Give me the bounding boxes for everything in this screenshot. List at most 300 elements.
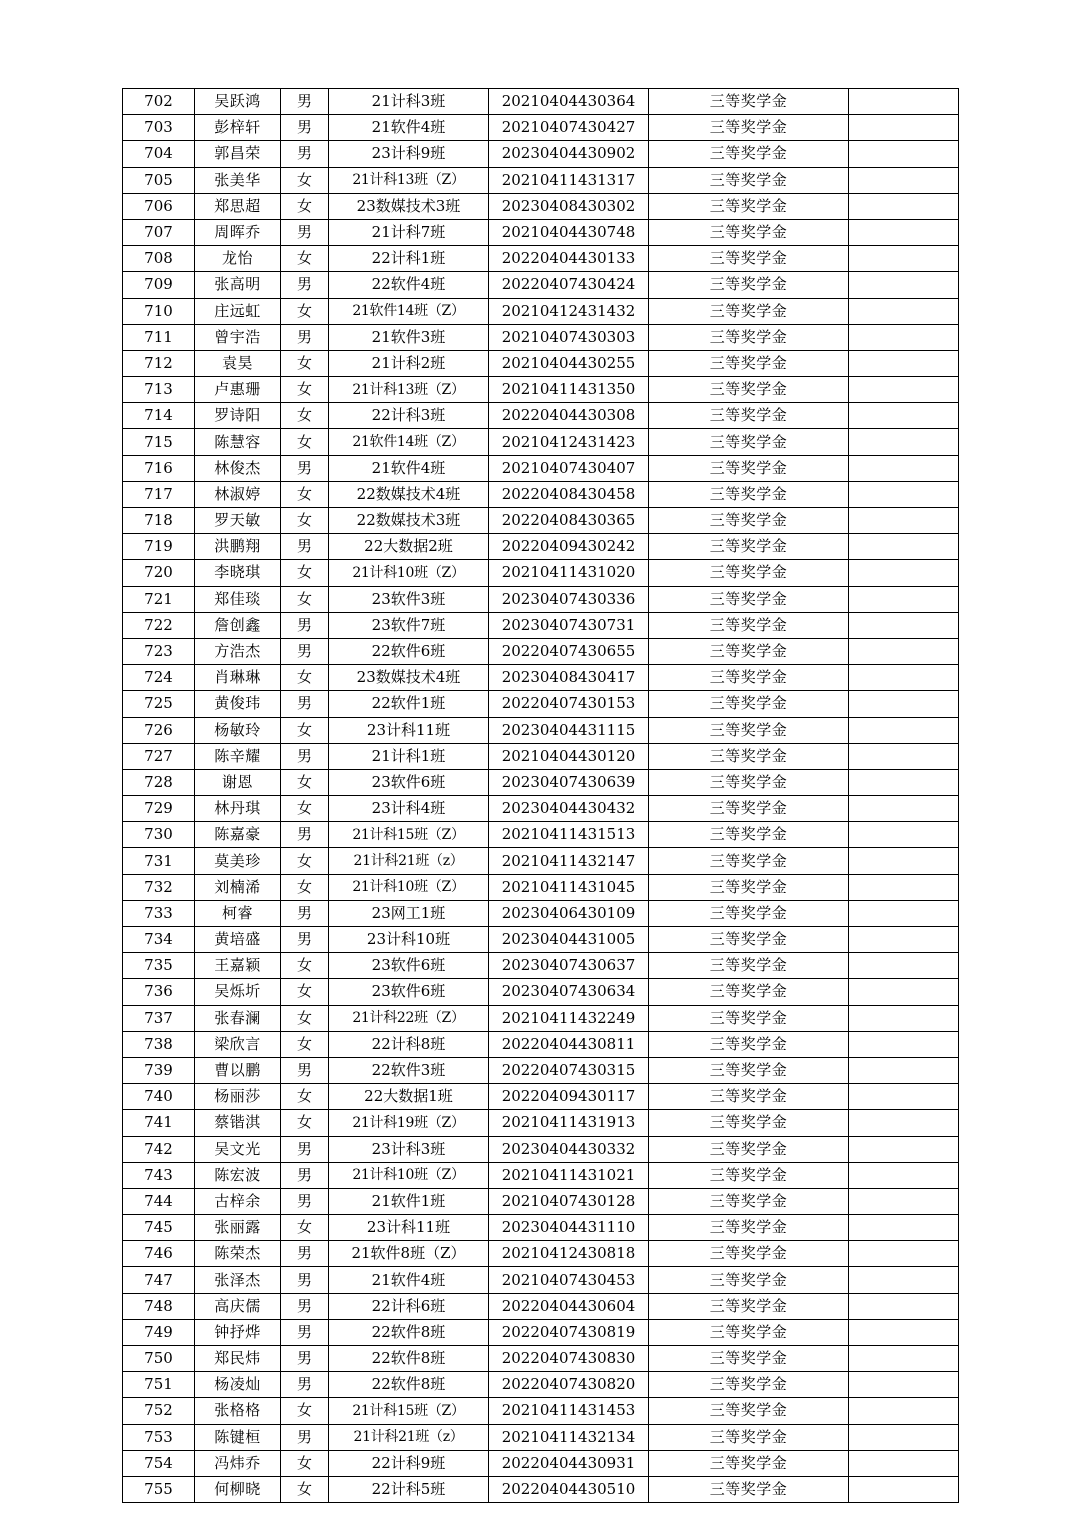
table-row: [123, 560, 959, 586]
cell-award-name: 三等奖学金: [649, 298, 849, 324]
cell-student-id: 20230404431115: [489, 717, 649, 743]
cell-student-id: 20210411431913: [489, 1110, 649, 1136]
cell-remark: [849, 508, 959, 534]
scholarship-table: [122, 88, 959, 1503]
cell-student-id: 20210407430453: [489, 1267, 649, 1293]
cell-student-id: 20210411431513: [489, 822, 649, 848]
cell-class: 22大数据1班: [329, 1084, 489, 1110]
cell-gender: 男: [281, 1346, 329, 1372]
cell-remark: [849, 1372, 959, 1398]
cell-serial-number: 737: [123, 1005, 195, 1031]
cell-student-id: 20210404430364: [489, 89, 649, 115]
cell-student-id: 20230404430432: [489, 796, 649, 822]
cell-student-name: 蔡锴淇: [195, 1110, 281, 1136]
cell-award-name: 三等奖学金: [649, 691, 849, 717]
cell-award-name: 三等奖学金: [649, 743, 849, 769]
cell-award-name: 三等奖学金: [649, 1319, 849, 1345]
cell-remark: [849, 1450, 959, 1476]
cell-remark: [849, 219, 959, 245]
cell-gender: 男: [281, 822, 329, 848]
cell-gender: 男: [281, 534, 329, 560]
cell-remark: [849, 1241, 959, 1267]
cell-student-id: 20230408430302: [489, 193, 649, 219]
cell-student-id: 20210412431423: [489, 429, 649, 455]
cell-class: 22软件8班: [329, 1372, 489, 1398]
cell-class: 22计科8班: [329, 1031, 489, 1057]
cell-serial-number: 705: [123, 167, 195, 193]
cell-class: 23计科4班: [329, 796, 489, 822]
cell-gender: 女: [281, 796, 329, 822]
table-row: [123, 822, 959, 848]
cell-remark: [849, 848, 959, 874]
cell-remark: [849, 193, 959, 219]
cell-class: 21软件8班（Z）: [329, 1241, 489, 1267]
cell-student-id: 20210411431045: [489, 874, 649, 900]
cell-remark: [849, 743, 959, 769]
cell-class: 23计科9班: [329, 141, 489, 167]
table-row: [123, 455, 959, 481]
cell-class: 22软件4班: [329, 272, 489, 298]
cell-student-id: 20220409430242: [489, 534, 649, 560]
cell-gender: 男: [281, 612, 329, 638]
cell-student-name: 张春澜: [195, 1005, 281, 1031]
cell-remark: [849, 927, 959, 953]
cell-remark: [849, 141, 959, 167]
cell-gender: 女: [281, 979, 329, 1005]
cell-class: 23计科11班: [329, 717, 489, 743]
cell-student-name: 张丽露: [195, 1215, 281, 1241]
cell-remark: [849, 1398, 959, 1424]
cell-award-name: 三等奖学金: [649, 665, 849, 691]
cell-student-id: 20230407430637: [489, 953, 649, 979]
cell-gender: 男: [281, 1162, 329, 1188]
cell-serial-number: 729: [123, 796, 195, 822]
cell-serial-number: 718: [123, 508, 195, 534]
cell-student-name: 曾宇浩: [195, 324, 281, 350]
cell-gender: 男: [281, 1319, 329, 1345]
cell-remark: [849, 953, 959, 979]
cell-student-id: 20210411432249: [489, 1005, 649, 1031]
cell-student-id: 20210407430303: [489, 324, 649, 350]
cell-award-name: 三等奖学金: [649, 1267, 849, 1293]
cell-student-name: 陈键桓: [195, 1424, 281, 1450]
cell-student-id: 20210407430427: [489, 115, 649, 141]
cell-serial-number: 711: [123, 324, 195, 350]
cell-student-id: 20220404430510: [489, 1476, 649, 1502]
table-row: [123, 350, 959, 376]
cell-remark: [849, 1424, 959, 1450]
cell-award-name: 三等奖学金: [649, 272, 849, 298]
cell-student-id: 20230407430336: [489, 586, 649, 612]
cell-gender: 女: [281, 167, 329, 193]
cell-remark: [849, 1162, 959, 1188]
cell-award-name: 三等奖学金: [649, 1031, 849, 1057]
cell-serial-number: 725: [123, 691, 195, 717]
cell-remark: [849, 1476, 959, 1502]
cell-award-name: 三等奖学金: [649, 1424, 849, 1450]
cell-gender: 男: [281, 89, 329, 115]
table-row: [123, 979, 959, 1005]
cell-award-name: 三等奖学金: [649, 403, 849, 429]
cell-student-id: 20220404430931: [489, 1450, 649, 1476]
cell-student-id: 20210404430255: [489, 350, 649, 376]
cell-student-name: 罗天敏: [195, 508, 281, 534]
cell-remark: [849, 1346, 959, 1372]
cell-serial-number: 722: [123, 612, 195, 638]
cell-serial-number: 747: [123, 1267, 195, 1293]
cell-gender: 女: [281, 1110, 329, 1136]
cell-serial-number: 721: [123, 586, 195, 612]
cell-class: 22软件6班: [329, 638, 489, 664]
cell-award-name: 三等奖学金: [649, 900, 849, 926]
cell-student-name: 谢恩: [195, 769, 281, 795]
cell-gender: 女: [281, 508, 329, 534]
table-row: [123, 219, 959, 245]
cell-student-name: 曹以鹏: [195, 1057, 281, 1083]
cell-serial-number: 735: [123, 953, 195, 979]
cell-gender: 男: [281, 1267, 329, 1293]
cell-class: 21计科3班: [329, 89, 489, 115]
cell-student-name: 陈荣杰: [195, 1241, 281, 1267]
cell-remark: [849, 324, 959, 350]
cell-student-name: 张美华: [195, 167, 281, 193]
cell-award-name: 三等奖学金: [649, 874, 849, 900]
cell-class: 22软件8班: [329, 1346, 489, 1372]
cell-class: 22计科6班: [329, 1293, 489, 1319]
table-row: [123, 953, 959, 979]
cell-serial-number: 714: [123, 403, 195, 429]
cell-student-name: 林丹琪: [195, 796, 281, 822]
cell-remark: [849, 612, 959, 638]
cell-remark: [849, 822, 959, 848]
cell-class: 21计科2班: [329, 350, 489, 376]
cell-gender: 女: [281, 403, 329, 429]
cell-gender: 女: [281, 586, 329, 612]
cell-gender: 女: [281, 1215, 329, 1241]
cell-gender: 女: [281, 1084, 329, 1110]
cell-gender: 女: [281, 246, 329, 272]
scholarship-table-container: [122, 88, 958, 1503]
table-row: [123, 1267, 959, 1293]
cell-student-name: 郑佳琰: [195, 586, 281, 612]
cell-student-name: 高庆儒: [195, 1293, 281, 1319]
table-row: [123, 1241, 959, 1267]
cell-student-name: 何柳晓: [195, 1476, 281, 1502]
cell-student-id: 20210411431317: [489, 167, 649, 193]
cell-student-name: 陈辛耀: [195, 743, 281, 769]
cell-award-name: 三等奖学金: [649, 1136, 849, 1162]
table-row: [123, 324, 959, 350]
cell-class: 22软件3班: [329, 1057, 489, 1083]
cell-student-id: 20220407430819: [489, 1319, 649, 1345]
cell-student-name: 洪鹏翔: [195, 534, 281, 560]
cell-serial-number: 707: [123, 219, 195, 245]
cell-class: 21计科19班（Z）: [329, 1110, 489, 1136]
cell-student-name: 黄俊玮: [195, 691, 281, 717]
cell-student-name: 庄远虹: [195, 298, 281, 324]
cell-class: 23软件6班: [329, 979, 489, 1005]
cell-gender: 女: [281, 953, 329, 979]
cell-student-name: 莫美珍: [195, 848, 281, 874]
cell-gender: 男: [281, 1057, 329, 1083]
cell-award-name: 三等奖学金: [649, 1188, 849, 1214]
cell-award-name: 三等奖学金: [649, 481, 849, 507]
cell-student-id: 20230408430417: [489, 665, 649, 691]
cell-class: 21软件4班: [329, 455, 489, 481]
cell-student-id: 20210411431021: [489, 1162, 649, 1188]
cell-remark: [849, 586, 959, 612]
cell-serial-number: 741: [123, 1110, 195, 1136]
cell-gender: 女: [281, 1005, 329, 1031]
cell-class: 22大数据2班: [329, 534, 489, 560]
cell-gender: 男: [281, 1241, 329, 1267]
cell-award-name: 三等奖学金: [649, 979, 849, 1005]
cell-student-id: 20230407430634: [489, 979, 649, 1005]
cell-award-name: 三等奖学金: [649, 953, 849, 979]
cell-student-name: 郑思超: [195, 193, 281, 219]
cell-serial-number: 719: [123, 534, 195, 560]
table-row: [123, 1346, 959, 1372]
table-row: [123, 769, 959, 795]
cell-serial-number: 704: [123, 141, 195, 167]
cell-serial-number: 740: [123, 1084, 195, 1110]
cell-serial-number: 703: [123, 115, 195, 141]
cell-class: 21计科10班（Z）: [329, 560, 489, 586]
table-row: [123, 377, 959, 403]
cell-student-id: 20220407430153: [489, 691, 649, 717]
cell-award-name: 三等奖学金: [649, 1450, 849, 1476]
cell-student-id: 20230407430731: [489, 612, 649, 638]
cell-remark: [849, 455, 959, 481]
cell-student-name: 吴文光: [195, 1136, 281, 1162]
table-row: [123, 246, 959, 272]
cell-student-name: 张高明: [195, 272, 281, 298]
cell-student-name: 杨凌灿: [195, 1372, 281, 1398]
cell-gender: 女: [281, 298, 329, 324]
cell-award-name: 三等奖学金: [649, 89, 849, 115]
cell-serial-number: 717: [123, 481, 195, 507]
cell-class: 23计科11班: [329, 1215, 489, 1241]
cell-class: 21软件4班: [329, 1267, 489, 1293]
cell-gender: 男: [281, 927, 329, 953]
cell-award-name: 三等奖学金: [649, 560, 849, 586]
cell-award-name: 三等奖学金: [649, 1398, 849, 1424]
cell-student-id: 20210411432147: [489, 848, 649, 874]
cell-award-name: 三等奖学金: [649, 377, 849, 403]
cell-class: 22数媒技术3班: [329, 508, 489, 534]
cell-serial-number: 727: [123, 743, 195, 769]
table-row: [123, 1136, 959, 1162]
cell-student-id: 20210404430748: [489, 219, 649, 245]
cell-remark: [849, 717, 959, 743]
cell-remark: [849, 403, 959, 429]
cell-award-name: 三等奖学金: [649, 1162, 849, 1188]
cell-class: 21计科21班（z）: [329, 848, 489, 874]
cell-serial-number: 748: [123, 1293, 195, 1319]
cell-remark: [849, 350, 959, 376]
cell-remark: [849, 796, 959, 822]
cell-remark: [849, 1084, 959, 1110]
cell-student-name: 吴烁圻: [195, 979, 281, 1005]
cell-student-id: 20230404431110: [489, 1215, 649, 1241]
cell-class: 21软件1班: [329, 1188, 489, 1214]
cell-class: 21软件14班（Z）: [329, 298, 489, 324]
table-row: [123, 1162, 959, 1188]
cell-student-name: 方浩杰: [195, 638, 281, 664]
cell-award-name: 三等奖学金: [649, 508, 849, 534]
cell-student-name: 郭昌荣: [195, 141, 281, 167]
cell-student-name: 杨敏玲: [195, 717, 281, 743]
cell-gender: 女: [281, 429, 329, 455]
table-row: [123, 691, 959, 717]
cell-serial-number: 736: [123, 979, 195, 1005]
cell-gender: 女: [281, 848, 329, 874]
cell-class: 23数媒技术4班: [329, 665, 489, 691]
cell-award-name: 三等奖学金: [649, 350, 849, 376]
cell-class: 23计科3班: [329, 1136, 489, 1162]
cell-class: 21计科7班: [329, 219, 489, 245]
cell-student-name: 肖琳琳: [195, 665, 281, 691]
cell-gender: 男: [281, 272, 329, 298]
cell-student-name: 李晓琪: [195, 560, 281, 586]
cell-gender: 男: [281, 638, 329, 664]
cell-student-name: 梁欣言: [195, 1031, 281, 1057]
cell-student-id: 20230407430639: [489, 769, 649, 795]
cell-class: 22软件1班: [329, 691, 489, 717]
cell-serial-number: 732: [123, 874, 195, 900]
cell-gender: 男: [281, 691, 329, 717]
cell-class: 23网工1班: [329, 900, 489, 926]
cell-gender: 女: [281, 377, 329, 403]
cell-remark: [849, 874, 959, 900]
cell-award-name: 三等奖学金: [649, 769, 849, 795]
table-row: [123, 115, 959, 141]
cell-serial-number: 755: [123, 1476, 195, 1502]
cell-remark: [849, 272, 959, 298]
cell-serial-number: 713: [123, 377, 195, 403]
cell-class: 21计科15班（Z）: [329, 1398, 489, 1424]
cell-serial-number: 720: [123, 560, 195, 586]
cell-award-name: 三等奖学金: [649, 534, 849, 560]
cell-class: 21计科13班（Z）: [329, 377, 489, 403]
cell-gender: 女: [281, 1398, 329, 1424]
cell-award-name: 三等奖学金: [649, 193, 849, 219]
cell-remark: [849, 900, 959, 926]
table-row: [123, 1293, 959, 1319]
cell-remark: [849, 638, 959, 664]
cell-student-id: 20210411431350: [489, 377, 649, 403]
cell-serial-number: 751: [123, 1372, 195, 1398]
table-row: [123, 665, 959, 691]
cell-serial-number: 710: [123, 298, 195, 324]
cell-award-name: 三等奖学金: [649, 612, 849, 638]
cell-award-name: 三等奖学金: [649, 1346, 849, 1372]
cell-student-id: 20230404431005: [489, 927, 649, 953]
cell-remark: [849, 691, 959, 717]
cell-class: 23软件3班: [329, 586, 489, 612]
cell-student-id: 20220404430133: [489, 246, 649, 272]
cell-student-id: 20210412430818: [489, 1241, 649, 1267]
cell-gender: 女: [281, 560, 329, 586]
cell-student-name: 袁昊: [195, 350, 281, 376]
cell-class: 21计科21班（z）: [329, 1424, 489, 1450]
cell-remark: [849, 1319, 959, 1345]
table-row: [123, 403, 959, 429]
cell-gender: 男: [281, 1424, 329, 1450]
cell-student-name: 柯睿: [195, 900, 281, 926]
cell-student-id: 20210404430120: [489, 743, 649, 769]
cell-serial-number: 739: [123, 1057, 195, 1083]
cell-student-id: 20220404430308: [489, 403, 649, 429]
cell-class: 22软件8班: [329, 1319, 489, 1345]
table-row: [123, 508, 959, 534]
cell-serial-number: 712: [123, 350, 195, 376]
cell-serial-number: 749: [123, 1319, 195, 1345]
cell-serial-number: 746: [123, 1241, 195, 1267]
cell-serial-number: 709: [123, 272, 195, 298]
table-row: [123, 1424, 959, 1450]
cell-student-id: 20230406430109: [489, 900, 649, 926]
cell-student-name: 龙怡: [195, 246, 281, 272]
cell-award-name: 三等奖学金: [649, 1241, 849, 1267]
cell-serial-number: 752: [123, 1398, 195, 1424]
cell-remark: [849, 298, 959, 324]
cell-class: 22计科3班: [329, 403, 489, 429]
cell-student-name: 杨丽莎: [195, 1084, 281, 1110]
cell-student-id: 20220407430424: [489, 272, 649, 298]
table-row: [123, 1031, 959, 1057]
table-row: [123, 429, 959, 455]
cell-gender: 女: [281, 193, 329, 219]
cell-class: 21软件14班（Z）: [329, 429, 489, 455]
table-row: [123, 272, 959, 298]
table-row: [123, 1398, 959, 1424]
cell-class: 23计科10班: [329, 927, 489, 953]
cell-class: 22计科5班: [329, 1476, 489, 1502]
cell-student-name: 张泽杰: [195, 1267, 281, 1293]
cell-award-name: 三等奖学金: [649, 455, 849, 481]
cell-remark: [849, 1110, 959, 1136]
cell-gender: 女: [281, 665, 329, 691]
cell-class: 21软件3班: [329, 324, 489, 350]
cell-student-id: 20210411432134: [489, 1424, 649, 1450]
cell-class: 23软件6班: [329, 769, 489, 795]
cell-serial-number: 702: [123, 89, 195, 115]
cell-student-id: 20220407430830: [489, 1346, 649, 1372]
cell-student-id: 20230404430332: [489, 1136, 649, 1162]
cell-student-id: 20210411431453: [489, 1398, 649, 1424]
cell-serial-number: 753: [123, 1424, 195, 1450]
cell-student-id: 20220408430458: [489, 481, 649, 507]
cell-remark: [849, 377, 959, 403]
cell-award-name: 三等奖学金: [649, 1057, 849, 1083]
cell-remark: [849, 560, 959, 586]
cell-gender: 男: [281, 743, 329, 769]
cell-serial-number: 754: [123, 1450, 195, 1476]
cell-award-name: 三等奖学金: [649, 219, 849, 245]
cell-class: 21计科1班: [329, 743, 489, 769]
cell-student-id: 20220407430820: [489, 1372, 649, 1398]
cell-gender: 男: [281, 219, 329, 245]
cell-student-name: 黄培盛: [195, 927, 281, 953]
cell-gender: 女: [281, 350, 329, 376]
cell-student-id: 20220407430315: [489, 1057, 649, 1083]
cell-class: 23软件6班: [329, 953, 489, 979]
cell-class: 21计科10班（Z）: [329, 874, 489, 900]
cell-remark: [849, 1215, 959, 1241]
cell-gender: 男: [281, 455, 329, 481]
cell-gender: 女: [281, 874, 329, 900]
